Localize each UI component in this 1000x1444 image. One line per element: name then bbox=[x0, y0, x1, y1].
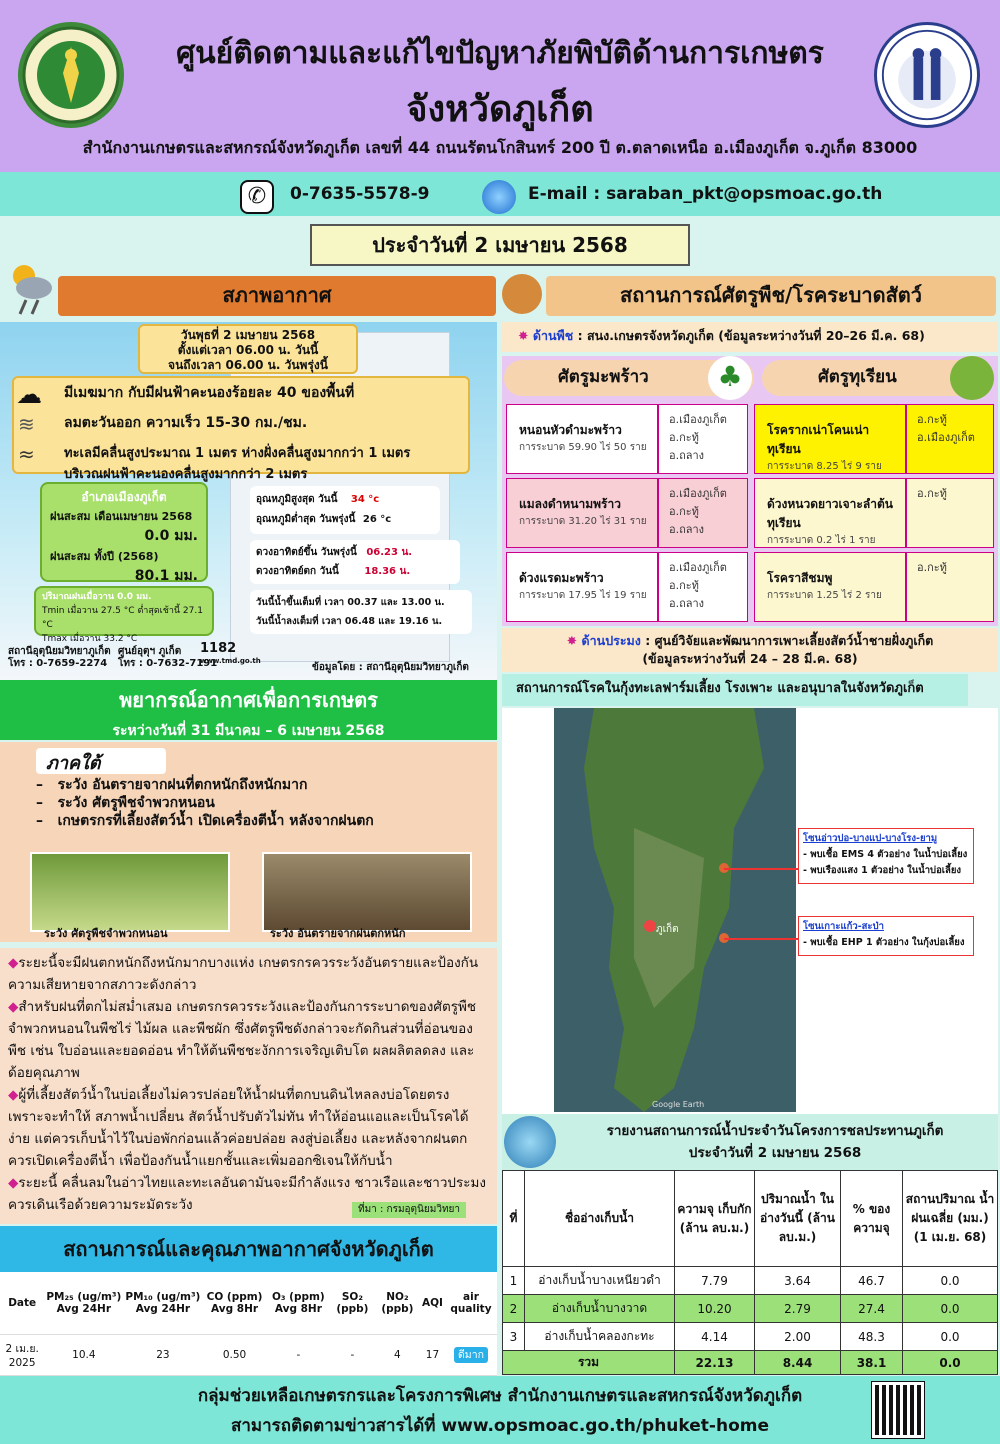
res-header: % ของ ความจุ bbox=[841, 1171, 903, 1267]
station-tel: โทร : 0-7659-2274 bbox=[8, 658, 108, 669]
reservoir-date: ประจำวันที่ 2 เมษายน 2568 bbox=[688, 1145, 862, 1161]
phone-number[interactable]: 0-7635-5578-9 bbox=[290, 184, 430, 204]
phone-icon: ✆ bbox=[240, 180, 274, 214]
aq-status-badge: ดีมาก bbox=[454, 1347, 488, 1363]
res-cell: รวม bbox=[503, 1351, 675, 1375]
advice-source: ที่มา : กรมอุตุนิยมวิทยา bbox=[352, 1202, 466, 1218]
dur-pest-area bbox=[906, 478, 994, 548]
fish-source-bar: ✸ ด้านประมง : ศูนย์วิจัยและพัฒนาการเพาะเลี้ยงสัตว์น้ำชายฝั่งภูเก็ต (ข้อมูลระหว่างวันที่ 24 – 28 มี.ค. 68) bbox=[502, 628, 998, 672]
tmax-yesterday: Tmax เมื่อวาน 33.2 °C bbox=[42, 634, 138, 644]
weather-section-title: สภาพอากาศ bbox=[58, 276, 496, 316]
forecast-item: – เกษตรกรที่เลี้ยงสัตว์น้ำ เปิดเครื่องตีน้ำ หลังจากฝนตก bbox=[36, 813, 374, 829]
res-cell: 2.00 bbox=[755, 1323, 841, 1351]
res-cell: 7.79 bbox=[675, 1267, 755, 1295]
area-item: อ.กะทู้ bbox=[669, 579, 699, 592]
advice-box bbox=[0, 948, 497, 1224]
aq-cell: 4 bbox=[375, 1334, 420, 1375]
table-row bbox=[503, 1323, 998, 1351]
forecast-list bbox=[36, 776, 456, 830]
rain-accum-box bbox=[40, 482, 208, 582]
weather-panel bbox=[0, 322, 497, 680]
weather-line-3: ทะเลมีคลื่นสูงประมาณ 1 เมตร ห่างฝั่งคลื่นสูงมากกว่า 1 เมตร bbox=[64, 446, 411, 461]
res-cell: อ่างเก็บน้ำคลองกะทะ bbox=[525, 1323, 675, 1351]
zone1-callout bbox=[798, 828, 974, 884]
zone1-item: - พบเชื้อ EMS 4 ตัวอย่าง ในน้ำบ่อเลี้ยง bbox=[803, 849, 968, 860]
res-header: ชื่ออ่างเก็บน้ำ bbox=[525, 1171, 675, 1267]
phuket-map[interactable] bbox=[554, 708, 796, 1112]
flood-caption: ระวัง อันตรายจากฝนตกหนัก bbox=[270, 927, 406, 940]
res-header: สถานปริมาณ น้ำฝนเฉลี่ย (มม.) (1 เม.ย. 68) bbox=[903, 1171, 998, 1267]
rain-year-value: 80.1 มม. bbox=[134, 568, 198, 584]
area-item: อ.เมืองภูเก็ต bbox=[669, 413, 727, 426]
aq-title: สถานการณ์และคุณภาพอากาศจังหวัดภูเก็ต bbox=[0, 1226, 497, 1272]
rain-year-label: ฝนสะสม ทั้งปี (2568) bbox=[50, 550, 159, 563]
res-cell: 46.7 bbox=[841, 1267, 903, 1295]
res-cell: 2 bbox=[503, 1295, 525, 1323]
forecast-range: ระหว่างวันที่ 31 มีนาคม – 6 เมษายน 2568 bbox=[112, 723, 385, 739]
coco-pest-area bbox=[658, 552, 748, 622]
coco-pest-card bbox=[506, 552, 658, 622]
pest-value: การระบาด 0.2 ไร่ 1 ราย bbox=[767, 535, 876, 546]
pest-value: การระบาด 17.95 ไร่ 19 ราย bbox=[519, 590, 647, 601]
tmd-website: www.tmd.go.th bbox=[200, 657, 261, 665]
zone2-item: - พบเชื้อ EHP 1 ตัวอย่าง ในกุ้งบ่อเลี้ยง bbox=[803, 937, 965, 948]
report-date: ประจำวันที่ 2 เมษายน 2568 bbox=[310, 224, 690, 266]
zone1-title: โซนอ่าวปอ-บางแป-บางโรง-ยามู bbox=[803, 833, 938, 844]
forecast-item: – ระวัง อันตรายจากฝนที่ตกหนักถึงหนักมาก bbox=[36, 777, 308, 793]
station-info bbox=[8, 646, 111, 670]
sunrise-label: ดวงอาทิตย์ขึ้น วันพรุ่งนี้ bbox=[256, 547, 357, 558]
reservoir-title: รายงานสถานการณ์น้ำประจำวันโครงการชลประทานภูเก็ต bbox=[606, 1123, 944, 1139]
district-name: อำเภอเมืองภูเก็ต bbox=[81, 490, 167, 504]
wave-icon: ≈ bbox=[18, 442, 35, 466]
wind-icon: ≋ bbox=[18, 412, 35, 436]
map-label-phuket: ภูเก็ต bbox=[656, 924, 679, 935]
dur-pest-card bbox=[754, 478, 906, 548]
advice-item: ◆ผู้ที่เลี้ยงสัตว์น้ำในบ่อเลี้ยงไม่ควรปล่อยให้น้ำฝนที่ตกบนดินไหลลงบ่อโดยตรง เพราะจะทำให้ สภาพน้ำเปลี่ยน สัตว์น้ำปรับตัวไม่ทัน ทำให้อ่อนแอและเป็นโรคได้ง่าย แต่ควรเก็บน้ำไว้ในบ่อพักก่อนแล้วค่อยปล่อย ลงสู่บ่อเลี้ยง และหลังจากฝนตกควรเปิดเครื่องตีน้ำ เพื่อป้องกันน้ำแยกชั้นและเพิ่มออกซิเจนให้กับน้ำ bbox=[8, 1087, 469, 1169]
header-province: จังหวัดภูเก็ต bbox=[406, 89, 594, 130]
coco-pest-card bbox=[506, 404, 658, 474]
hotline-number: 1182 bbox=[200, 641, 237, 656]
res-cell: 1 bbox=[503, 1267, 525, 1295]
flood-photo bbox=[262, 852, 472, 932]
forecast-item: – ระวัง ศัตรูพืชจำพวกหนอน bbox=[36, 795, 215, 811]
globe-icon bbox=[482, 180, 516, 214]
aq-cell: 10.4 bbox=[44, 1334, 123, 1375]
tmin-value: 26 °c bbox=[362, 514, 392, 525]
region-label: ภาคใต้ bbox=[36, 748, 166, 774]
tide-high: วันนี้น้ำขึ้นเต็มที่ เวลา 00.37 และ 13.00 น. bbox=[256, 597, 445, 608]
fish-label: ด้านประมง bbox=[581, 633, 641, 648]
weather-from: ตั้งแต่เวลา 06.00 น. วันนี้ bbox=[177, 343, 319, 357]
footer-website[interactable]: สามารถติดตามข่าวสารได้ที่ www.opsmoac.go.th/phuket-home bbox=[230, 1416, 769, 1436]
tide-low: วันนี้น้ำลงเต็มที่ เวลา 06.48 และ 19.16 น. bbox=[256, 616, 443, 627]
aq-header: SO₂ (ppb) bbox=[330, 1272, 375, 1334]
weather-cloud-icon bbox=[4, 258, 56, 318]
station-name: สถานีอุตุนิยมวิทยาภูเก็ต bbox=[8, 646, 111, 657]
pest-name: แมลงดำหนามพร้าว bbox=[519, 497, 621, 511]
email-address[interactable]: E-mail : saraban_pkt@opsmoac.go.th bbox=[528, 184, 883, 204]
area-item: อ.เมืองภูเก็ต bbox=[669, 487, 727, 500]
area-item: อ.กะทู้ bbox=[669, 431, 699, 444]
coco-pest-area bbox=[658, 404, 748, 474]
zone1-line bbox=[724, 868, 798, 870]
worm-caption: ระวัง ศัตรูพืชจำพวกหนอน bbox=[44, 927, 168, 940]
res-cell: 27.4 bbox=[841, 1295, 903, 1323]
pest-name: โรคราสีชมพู bbox=[767, 571, 833, 585]
res-cell: 0.0 bbox=[903, 1323, 998, 1351]
weather-summary-box bbox=[12, 376, 470, 482]
aq-cell: 17 bbox=[420, 1334, 445, 1375]
fish-source: : ศูนย์วิจัยและพัฒนาการเพาะเลี้ยงสัตว์น้ำชายฝั่งภูเก็ต bbox=[645, 633, 934, 648]
aq-cell: - bbox=[267, 1334, 330, 1375]
area-item: อ.เมืองภูเก็ต bbox=[669, 561, 727, 574]
area-item: อ.ถลาง bbox=[669, 449, 705, 462]
pest-name: โรครากเน่าโคนเน่าทุเรียน bbox=[767, 423, 870, 456]
aq-header: PM₁₀ (ug/m³) Avg 24Hr bbox=[123, 1272, 202, 1334]
pest-name: ด้วงหนวดยาวเจาะลำต้นทุเรียน bbox=[767, 497, 893, 530]
coco-pest-card bbox=[506, 478, 658, 548]
table-total-row bbox=[503, 1351, 998, 1375]
worm-photo bbox=[30, 852, 230, 932]
pest-icon bbox=[502, 274, 542, 314]
advice-item: ◆ระยะนี้ คลื่นลมในอ่าวไทยและทะเลอันดามันจะมีกำลังแรง ชาวเรือและชาวประมงควรเดินเรือด้วยความระมัดระวัง bbox=[8, 1175, 486, 1213]
dur-pest-card bbox=[754, 404, 906, 474]
area-item: อ.กะทู้ bbox=[669, 505, 699, 518]
pest-value: การระบาด 31.20 ไร่ 31 ราย bbox=[519, 516, 647, 527]
forecast-title: พยากรณ์อากาศเพื่อการเกษตร bbox=[119, 688, 378, 712]
tmin-yesterday: Tmin เมื่อวาน 27.5 °C bbox=[42, 606, 135, 616]
sun-box bbox=[250, 540, 460, 584]
reservoir-titles bbox=[560, 1120, 990, 1164]
advice-item: ◆ระยะนี้จะมีฝนตกหนักถึงหนักมากบางแห่ง เกษตรกรควรระวังอันตรายและป้องกันความเสียหายจากสภาวะดังกล่าว bbox=[8, 955, 479, 993]
shrimp-title: สถานการณ์โรคในกุ้งทะเลฟาร์มเลี้ยง โรงเพาะ และอนุบาลในจังหวัดภูเก็ต bbox=[502, 674, 968, 706]
res-header: ความจุ เก็บกัก (ล้าน ลบ.ม.) bbox=[675, 1171, 755, 1267]
dur-pest-area bbox=[906, 404, 994, 474]
area-item: อ.ถลาง bbox=[669, 597, 705, 610]
rain-month-label: ฝนสะสม เดือนเมษายน 2568 bbox=[50, 510, 193, 523]
res-cell: 3.64 bbox=[755, 1267, 841, 1295]
zone2-line bbox=[724, 938, 798, 940]
plant-label: ด้านพืช bbox=[532, 328, 574, 343]
pest-value: การระบาด 1.25 ไร่ 2 ราย bbox=[767, 590, 882, 601]
coconut-header: ศัตรูมะพร้าว bbox=[504, 360, 754, 396]
weather-day: วันพุธที่ 2 เมษายน 2568 bbox=[180, 328, 316, 342]
zone1-item: - พบเรืองแสง 1 ตัวอย่าง ในน้ำบ่อเลี้ยง bbox=[803, 865, 962, 876]
qr-code-icon[interactable] bbox=[872, 1382, 924, 1438]
res-cell: 22.13 bbox=[675, 1351, 755, 1375]
res-cell: 48.3 bbox=[841, 1323, 903, 1351]
weather-line-4: บริเวณฝนฟ้าคะนองคลื่นสูงมากกว่า 2 เมตร bbox=[64, 467, 308, 482]
area-item: อ.กะทู้ bbox=[917, 561, 947, 574]
res-cell: 2.79 bbox=[755, 1295, 841, 1323]
tmax-value: 34 °c bbox=[350, 494, 380, 505]
rain-cloud-icon: ☁ bbox=[16, 380, 42, 410]
dur-pest-area bbox=[906, 552, 994, 622]
tlow-today: ต่ำสุดเช้านี้ 27.1 °C bbox=[42, 606, 203, 630]
aq-header: CO (ppm) Avg 8Hr bbox=[202, 1272, 266, 1334]
aq-header: O₃ (ppm) Avg 8Hr bbox=[267, 1272, 330, 1334]
res-header: ที่ bbox=[503, 1171, 525, 1267]
weather-line-1: มีเมฆมาก กับมีฝนฟ้าคะนองร้อยละ 40 ของพื้นที่ bbox=[64, 385, 355, 401]
area-item: อ.กะทู้ bbox=[917, 487, 947, 500]
plant-source-bar: ✸ ด้านพืช : สนง.เกษตรจังหวัดภูเก็ต (ข้อมูลระหว่างวันที่ 20–26 มี.ค. 68) bbox=[502, 322, 998, 352]
zone2-callout bbox=[798, 916, 974, 956]
temperature-box bbox=[250, 486, 440, 534]
area-item: อ.กะทู้ bbox=[917, 413, 947, 426]
map-credit: Google Earth bbox=[652, 1100, 705, 1109]
south-forecast bbox=[0, 742, 497, 942]
area-item: อ.เมืองภูเก็ต bbox=[917, 431, 975, 444]
res-cell: 38.1 bbox=[841, 1351, 903, 1375]
sunset-label: ดวงอาทิตย์ตก วันนี้ bbox=[256, 566, 339, 577]
tmax-label: อุณหภูมิสูงสุด วันนี้ bbox=[256, 494, 338, 505]
res-cell: 0.0 bbox=[903, 1295, 998, 1323]
res-cell: 3 bbox=[503, 1323, 525, 1351]
sunrise-value: 06.23 น. bbox=[366, 547, 413, 558]
rain-yesterday: ปริมาณฝนเมื่อวาน 0.0 มม. bbox=[42, 592, 152, 602]
durian-header: ศัตรูทุเรียน bbox=[762, 360, 992, 396]
res-header: ปริมาณน้ำ ในอ่างวันนี้ (ล้าน ลบ.ม.) bbox=[755, 1171, 841, 1267]
weather-line-2: ลมตะวันออก ความเร็ว 15-30 กม./ชม. bbox=[64, 415, 308, 431]
footer-org: กลุ่มช่วยเหลือเกษตรกรและโครงการพิเศษ สำนักงานเกษตรและสหกรณ์จังหวัดภูเก็ต bbox=[197, 1386, 803, 1406]
pest-value: การระบาด 59.90 ไร่ 50 ราย bbox=[519, 442, 647, 453]
tide-box bbox=[250, 590, 472, 634]
res-cell: อ่างเก็บน้ำบางเหนียวดำ bbox=[525, 1267, 675, 1295]
hotline bbox=[200, 642, 261, 668]
res-cell: 0.0 bbox=[903, 1267, 998, 1295]
aq-cell: - bbox=[330, 1334, 375, 1375]
aq-header: AQI bbox=[420, 1272, 445, 1334]
reservoir-table bbox=[502, 1170, 998, 1375]
res-cell: อ่างเก็บน้ำบางวาด bbox=[525, 1295, 675, 1323]
aq-header: Date bbox=[0, 1272, 44, 1334]
zone2-title: โซนเกาะแก้ว-สะป่า bbox=[803, 921, 884, 932]
dam-icon bbox=[504, 1116, 556, 1168]
aq-table bbox=[0, 1272, 497, 1376]
res-cell: 8.44 bbox=[755, 1351, 841, 1375]
weather-period-box bbox=[138, 324, 358, 374]
weather-source: ข้อมูลโดย : สถานีอุตุนิยมวิทยาภูเก็ต bbox=[312, 662, 469, 673]
header-title: ศูนย์ติดตามและแก้ไขปัญหาภัยพิบัติด้านการเกษตร bbox=[176, 36, 824, 71]
pest-value: การระบาด 8.25 ไร่ 9 ราย bbox=[767, 461, 882, 472]
center-tel: โทร : 0-7632-7191 bbox=[118, 658, 218, 669]
pest-name: หนอนหัวดำมะพร้าว bbox=[519, 423, 622, 437]
pest-section-title: สถานการณ์ศัตรูพืช/โรคระบาดสัตว์ bbox=[546, 276, 996, 316]
pest-name: ด้วงแรดมะพร้าว bbox=[519, 571, 604, 585]
table-row bbox=[503, 1295, 998, 1323]
palm-tree-icon: ♣ bbox=[708, 356, 752, 400]
sunset-value: 18.36 น. bbox=[364, 566, 411, 577]
res-cell: 0.0 bbox=[903, 1351, 998, 1375]
tmin-label: อุณหภูมิต่ำสุด วันพรุ่งนี้ bbox=[256, 514, 356, 525]
aq-header: PM₂₅ (ug/m³) Avg 24Hr bbox=[44, 1272, 123, 1334]
aq-header: air quality bbox=[445, 1272, 497, 1334]
plant-source: : สนง.เกษตรจังหวัดภูเก็ต (ข้อมูลระหว่างวันที่ 20–26 มี.ค. 68) bbox=[577, 328, 925, 343]
coco-pest-area bbox=[658, 478, 748, 548]
yesterday-box bbox=[34, 586, 214, 644]
fish-source-date: (ข้อมูลระหว่างวันที่ 24 – 28 มี.ค. 68) bbox=[642, 651, 858, 666]
area-item: อ.ถลาง bbox=[669, 523, 705, 536]
center-name: ศูนย์อุตุฯ ภูเก็ต bbox=[118, 646, 182, 657]
aq-cell: 23 bbox=[123, 1334, 202, 1375]
rain-month-value: 0.0 มม. bbox=[144, 528, 198, 544]
res-cell: 4.14 bbox=[675, 1323, 755, 1351]
res-cell: 10.20 bbox=[675, 1295, 755, 1323]
header-address: สำนักงานเกษตรและสหกรณ์จังหวัดภูเก็ต เลขที่ 44 ถนนรัตนโกสินทร์ 200 ปี ต.ตลาดเหนือ อ.เมืองภูเก็ต จ.ภูเก็ต 83000 bbox=[82, 138, 918, 157]
advice-item: ◆สำหรับฝนที่ตกไม่สม่ำเสมอ เกษตรกรควรระวังและป้องกันการระบาดของศัตรูพืชจำพวกหนอนในพืชไร่ ไม้ผล และพืชผัก ซึ่งศัตรูพืชดังกล่าวจะกัดกินส่วนที่อ่อนของพืช เช่น ใบอ่อนและยอดอ่อน ทำให้ต้นพืชชะงักการเจริญเติบโต ผลผลิตลดลง และด้อยคุณภาพ bbox=[8, 999, 477, 1081]
aq-header: NO₂ (ppb) bbox=[375, 1272, 420, 1334]
durian-icon bbox=[950, 356, 994, 400]
aq-cell: 2 เม.ย. 2025 bbox=[0, 1334, 44, 1375]
weather-to: จนถึงเวลา 06.00 น. วันพรุ่งนี้ bbox=[168, 358, 328, 372]
dur-pest-card bbox=[754, 552, 906, 622]
aq-cell: 0.50 bbox=[202, 1334, 266, 1375]
forecast-header bbox=[0, 680, 497, 740]
table-row bbox=[503, 1267, 998, 1295]
